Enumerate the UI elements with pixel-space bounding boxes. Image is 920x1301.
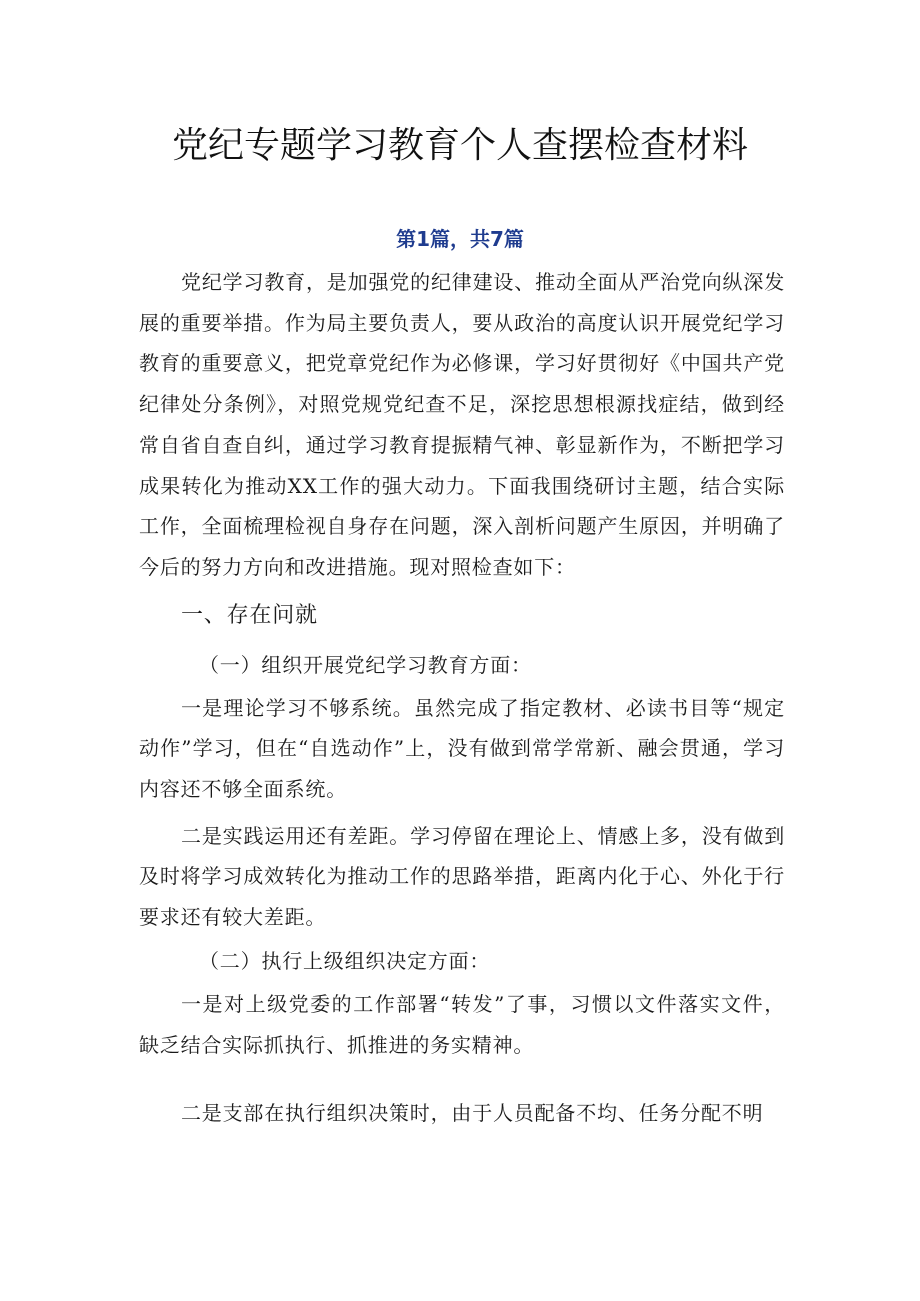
subsection-heading-1: （一）组织开展党纪学习教育方面： [199,652,532,677]
document-body [139,262,785,1134]
section-heading-problems: 一、存在问就 [181,602,318,628]
paragraph-practice-gap: 二是实践运用还有差距。学习停留在理论上、情感上多，没有做到及时将学习成效转化为推动工作的思路举措，距离内化于心、外化于行要求还有较大差距。 [139,823,785,930]
paragraph-theory-study: 一是理论学习不够系统。虽然完成了指定教材、必读书目等“规定动作”学习，但在“自选动作”上，没有做到常学常新、融会贯通，学习内容还不够全面系统。 [139,695,785,802]
paragraph-branch-execution: 二是支部在执行组织决策时，由于人员配备不均、任务分配不明 [181,1101,764,1126]
subsection-heading-2: （二）执行上级组织决定方面： [199,948,491,973]
document-subtitle: 第1篇，共7篇 [396,227,524,251]
paragraph-forwarding: 一是对上级党委的工作部署“转发”了事，习惯以文件落实文件，缺乏结合实际抓执行、抓推进的务实精神。 [139,991,785,1057]
document-title: 党纪专题学习教育个人查摆检查材料 [171,125,748,166]
intro-paragraph: 党纪学习教育，是加强党的纪律建设、推动全面从严治党向纵深发展的重要举措。作为局主要负责人，要从政治的高度认识开展党纪学习教育的重要意义，把党章党纪作为必修课，学习好贯彻好《中国共产党纪律处分条例》，对照党规党纪查不足，深挖思想根源找症结，做到经常自省自查自纠，通过学习教育提振精气神、彰显新作为，不断把学习成果转化为推动XX工作的强大动力。下面我围绕研讨主题，结合实际工作，全面梳理检视自身存在问题，深入剖析问题产生原因，并明确了今后的努力方向和改进措施。现对照检查如下： [139,270,785,579]
